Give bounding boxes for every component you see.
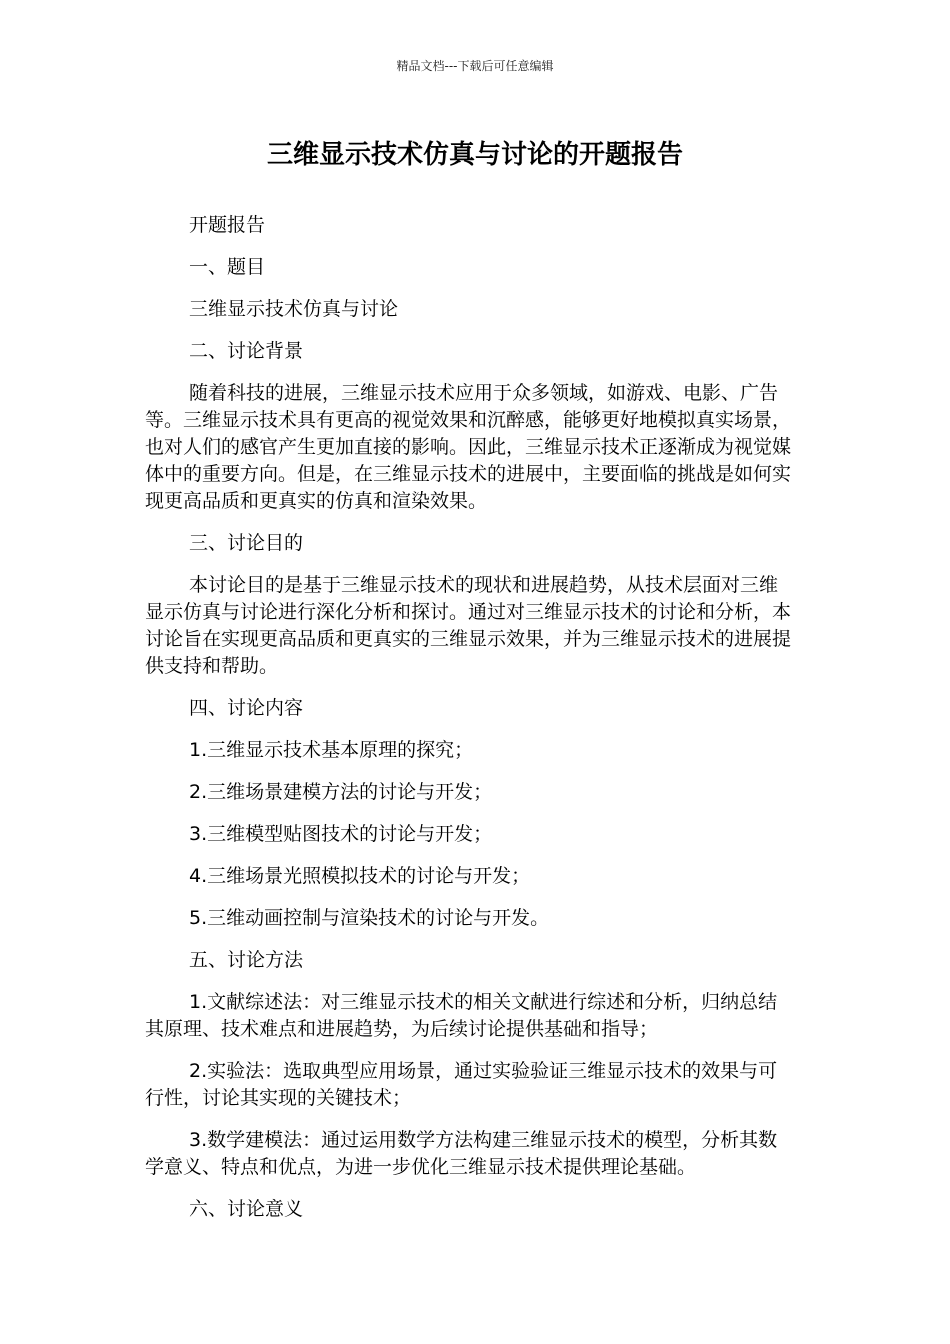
document-body bbox=[145, 212, 795, 1238]
paragraph-background: 随着科技的进展，三维显示技术应用于众多领域，如游戏、电影、广告等。三维显示技术具有更高的视觉效果和沉醉感，能够更好地模拟真实场景，也对人们的感官产生更加直接的影响。因此，三维显示技术正逐渐成为视觉媒体中的重要方向。但是，在三维显示技术的进展中，主要面临的挑战是如何实现更高品质和更真实的仿真和渲染效果。 bbox=[145, 382, 792, 512]
list-item-content-5: 5.三维动画控制与渲染技术的讨论与开发。 bbox=[189, 907, 550, 929]
section-heading-purpose: 三、讨论目的 bbox=[189, 532, 304, 554]
section-heading-content: 四、讨论内容 bbox=[189, 697, 304, 719]
document-title: 三维显示技术仿真与讨论的开题报告 bbox=[266, 140, 683, 170]
list-item-content-1: 1.三维显示技术基本原理的探究； bbox=[189, 739, 474, 761]
list-item-content-2: 2.三维场景建模方法的讨论与开发； bbox=[189, 781, 493, 803]
header-note: 精品文档---下载后可任意编辑 bbox=[396, 59, 554, 73]
list-item-content-3: 3.三维模型贴图技术的讨论与开发； bbox=[189, 823, 493, 845]
list-item-method-3: 3.数学建模法：通过运用数学方法构建三维显示技术的模型，分析其数学意义、特点和优点，为进一步优化三维显示技术提供理论基础。 bbox=[145, 1129, 778, 1178]
list-item-content-4: 4.三维场景光照模拟技术的讨论与开发； bbox=[189, 865, 531, 887]
list-item-method-1: 1.文献综述法：对三维显示技术的相关文献进行综述和分析，归纳总结其原理、技术难点和进展趋势，为后续讨论提供基础和指导； bbox=[145, 991, 778, 1040]
section-heading-significance: 六、讨论意义 bbox=[189, 1198, 304, 1220]
section-heading-methods: 五、讨论方法 bbox=[189, 949, 304, 971]
list-item-method-2: 2.实验法：选取典型应用场景，通过实验验证三维显示技术的效果与可行性，讨论其实现的关键技术； bbox=[145, 1060, 778, 1109]
section-heading-topic: 一、题目 bbox=[189, 256, 266, 278]
paragraph-purpose: 本讨论目的是基于三维显示技术的现状和进展趋势，从技术层面对三维显示仿真与讨论进行深化分析和探讨。通过对三维显示技术的讨论和分析，本讨论旨在实现更高品质和更真实的三维显示效果，并为三维显示技术的进展提供支持和帮助。 bbox=[145, 574, 792, 677]
paragraph-report-label: 开题报告 bbox=[189, 214, 266, 236]
section-heading-background: 二、讨论背景 bbox=[189, 340, 304, 362]
paragraph-topic: 三维显示技术仿真与讨论 bbox=[189, 298, 399, 320]
